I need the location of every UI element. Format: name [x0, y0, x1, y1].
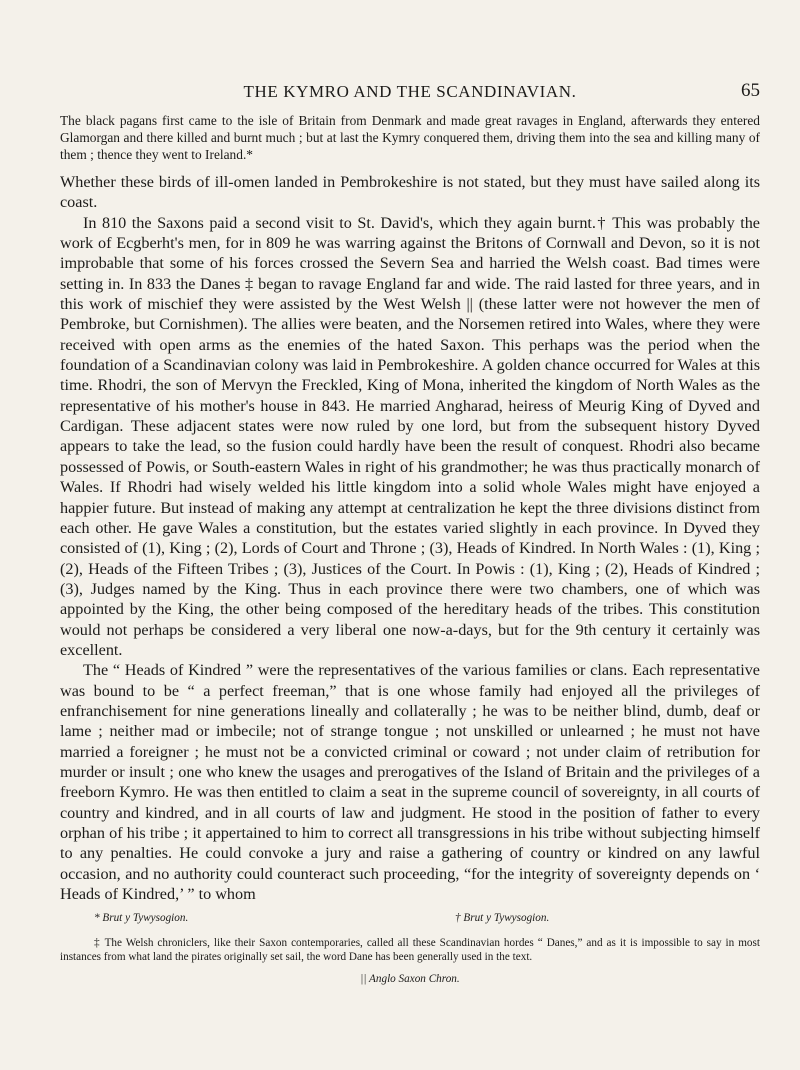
footnote-4: || Anglo Saxon Chron. [360, 973, 460, 985]
footnote-3: ‡ The Welsh chroniclers, like their Saxon contemporaries, called all these Scandinavian hordes “ Danes,” and as it is impossible to say in most instances from what land the pirates originally set sail, the word Dane has been generally used in the text. [60, 937, 760, 963]
page-number: 65 [741, 80, 760, 101]
footnote-2: † Brut y Tywysogion. [455, 912, 550, 924]
paragraph-1: Whether these birds of ill-omen landed in Pembrokeshire is not stated, but they must have sailed along its coast. [60, 173, 760, 212]
paragraph-2: In 810 the Saxons paid a second visit to St. David's, which they again burnt.† This was probably the work of Ecgberht's men, for in 809 he was warring against the Britons of Cornwall and Devon, so it is not improbable that some of his forces crossed the Severn Sea and harried the Welsh coast. Bad times were setting in. In 833 the Danes ‡ began to ravage England far and wide. The raid lasted for three years, and in this work of mischief they were assisted by the West Welsh || (these latter were not however the men of Pembroke, but Cornishmen). The allies were beaten, and the Norsemen retired into Wales, where they were received with open arms as the enemies of the hated Saxon. This perhaps was the period when the foundation of a Scandinavian colony was laid in Pembrokeshire. A golden chance occurred for Wales at this time. Rhodri, the son of Mervyn the Freckled, King of Mona, inherited the kingdom of North Wales as the representative of his mother's house in 843. He married Angharad, heiress of Meurig King of Dyved and Cardigan. These adjacent states were now ruled by one lord, but from the subsequent history Dyved appears to take the lead, so the fusion could hardly have been the result of conquest. Rhodri also became possessed of Powis, or South-eastern Wales in right of his grandmother; he was thus practically monarch of Wales. If Rhodri had wisely welded his little kingdom into a solid whole Wales might have enjoyed a happier future. But instead of making any attempt at centralization he kept the three divisions distinct from each other. He gave Wales a constitution, but the estates varied slightly in each province. In Dyved they consisted of (1), King ; (2), Lords of Court and Throne ; (3), Heads of Kindred. In North Wales : (1), King ; (2), Heads of the Fifteen Tribes ; (3), Justices of the Court. In Powis : (1), King ; (2), Heads of Kindred ; (3), Judges named by the King. Thus in each province there were two chambers, one of which was appointed by the King, the other being composed of the hereditary heads of the tribes. This constitution would not perhaps be considered a very liberal one now-a-days, but for the 9th century it certainly was excellent. [60, 213, 760, 659]
page-header [60, 82, 760, 108]
footnote-1: * Brut y Tywysogion. [94, 912, 189, 924]
paragraph-3: The “ Heads of Kindred ” were the representatives of the various families or clans. Each representative was bound to be “ a perfect freeman,” that is one whose family had enjoyed all the privileges of enfranchisement for nine generations lineally and collaterally ; he was to be neither blind, dumb, deaf or lame ; neither mad or imbecile; not of strange tongue ; not unskilled or unlearned ; he must not have married a foreigner ; he must not be a convicted criminal or coward ; not under claim of retribution for murder or insult ; one who knew the usages and prerogatives of the Island of Britain and the privileges of a freeborn Kymro. He was then entitled to claim a seat in the supreme council of sovereignty, in all courts of country and kindred, and in all courts of law and judgment. He stood in the position of father to every orphan of his tribe ; it appertained to him to correct all transgressions in his tribe without subjecting himself to any penalties. He could convoke a jury and raise a gathering of country or kindred on any lawful occasion, and no authority could counteract such proceeding, “for the integrity of sovereignty depends on ‘ Heads of Kindred,’ ” to whom [60, 661, 760, 904]
body-text [60, 172, 760, 904]
footnote-row [60, 911, 760, 925]
chronicle-quote: The black pagans first came to the isle of Britain from Denmark and made great ravages in England, afterwards they entered Glamorgan and there killed and burnt much ; but at last the Kymry conquered them, driving them into the sea and killing many of them ; thence they went to Ireland.* [60, 113, 760, 162]
running-title: THE KYMRO AND THE SCANDINAVIAN. [243, 82, 577, 101]
footnotes [60, 911, 760, 986]
